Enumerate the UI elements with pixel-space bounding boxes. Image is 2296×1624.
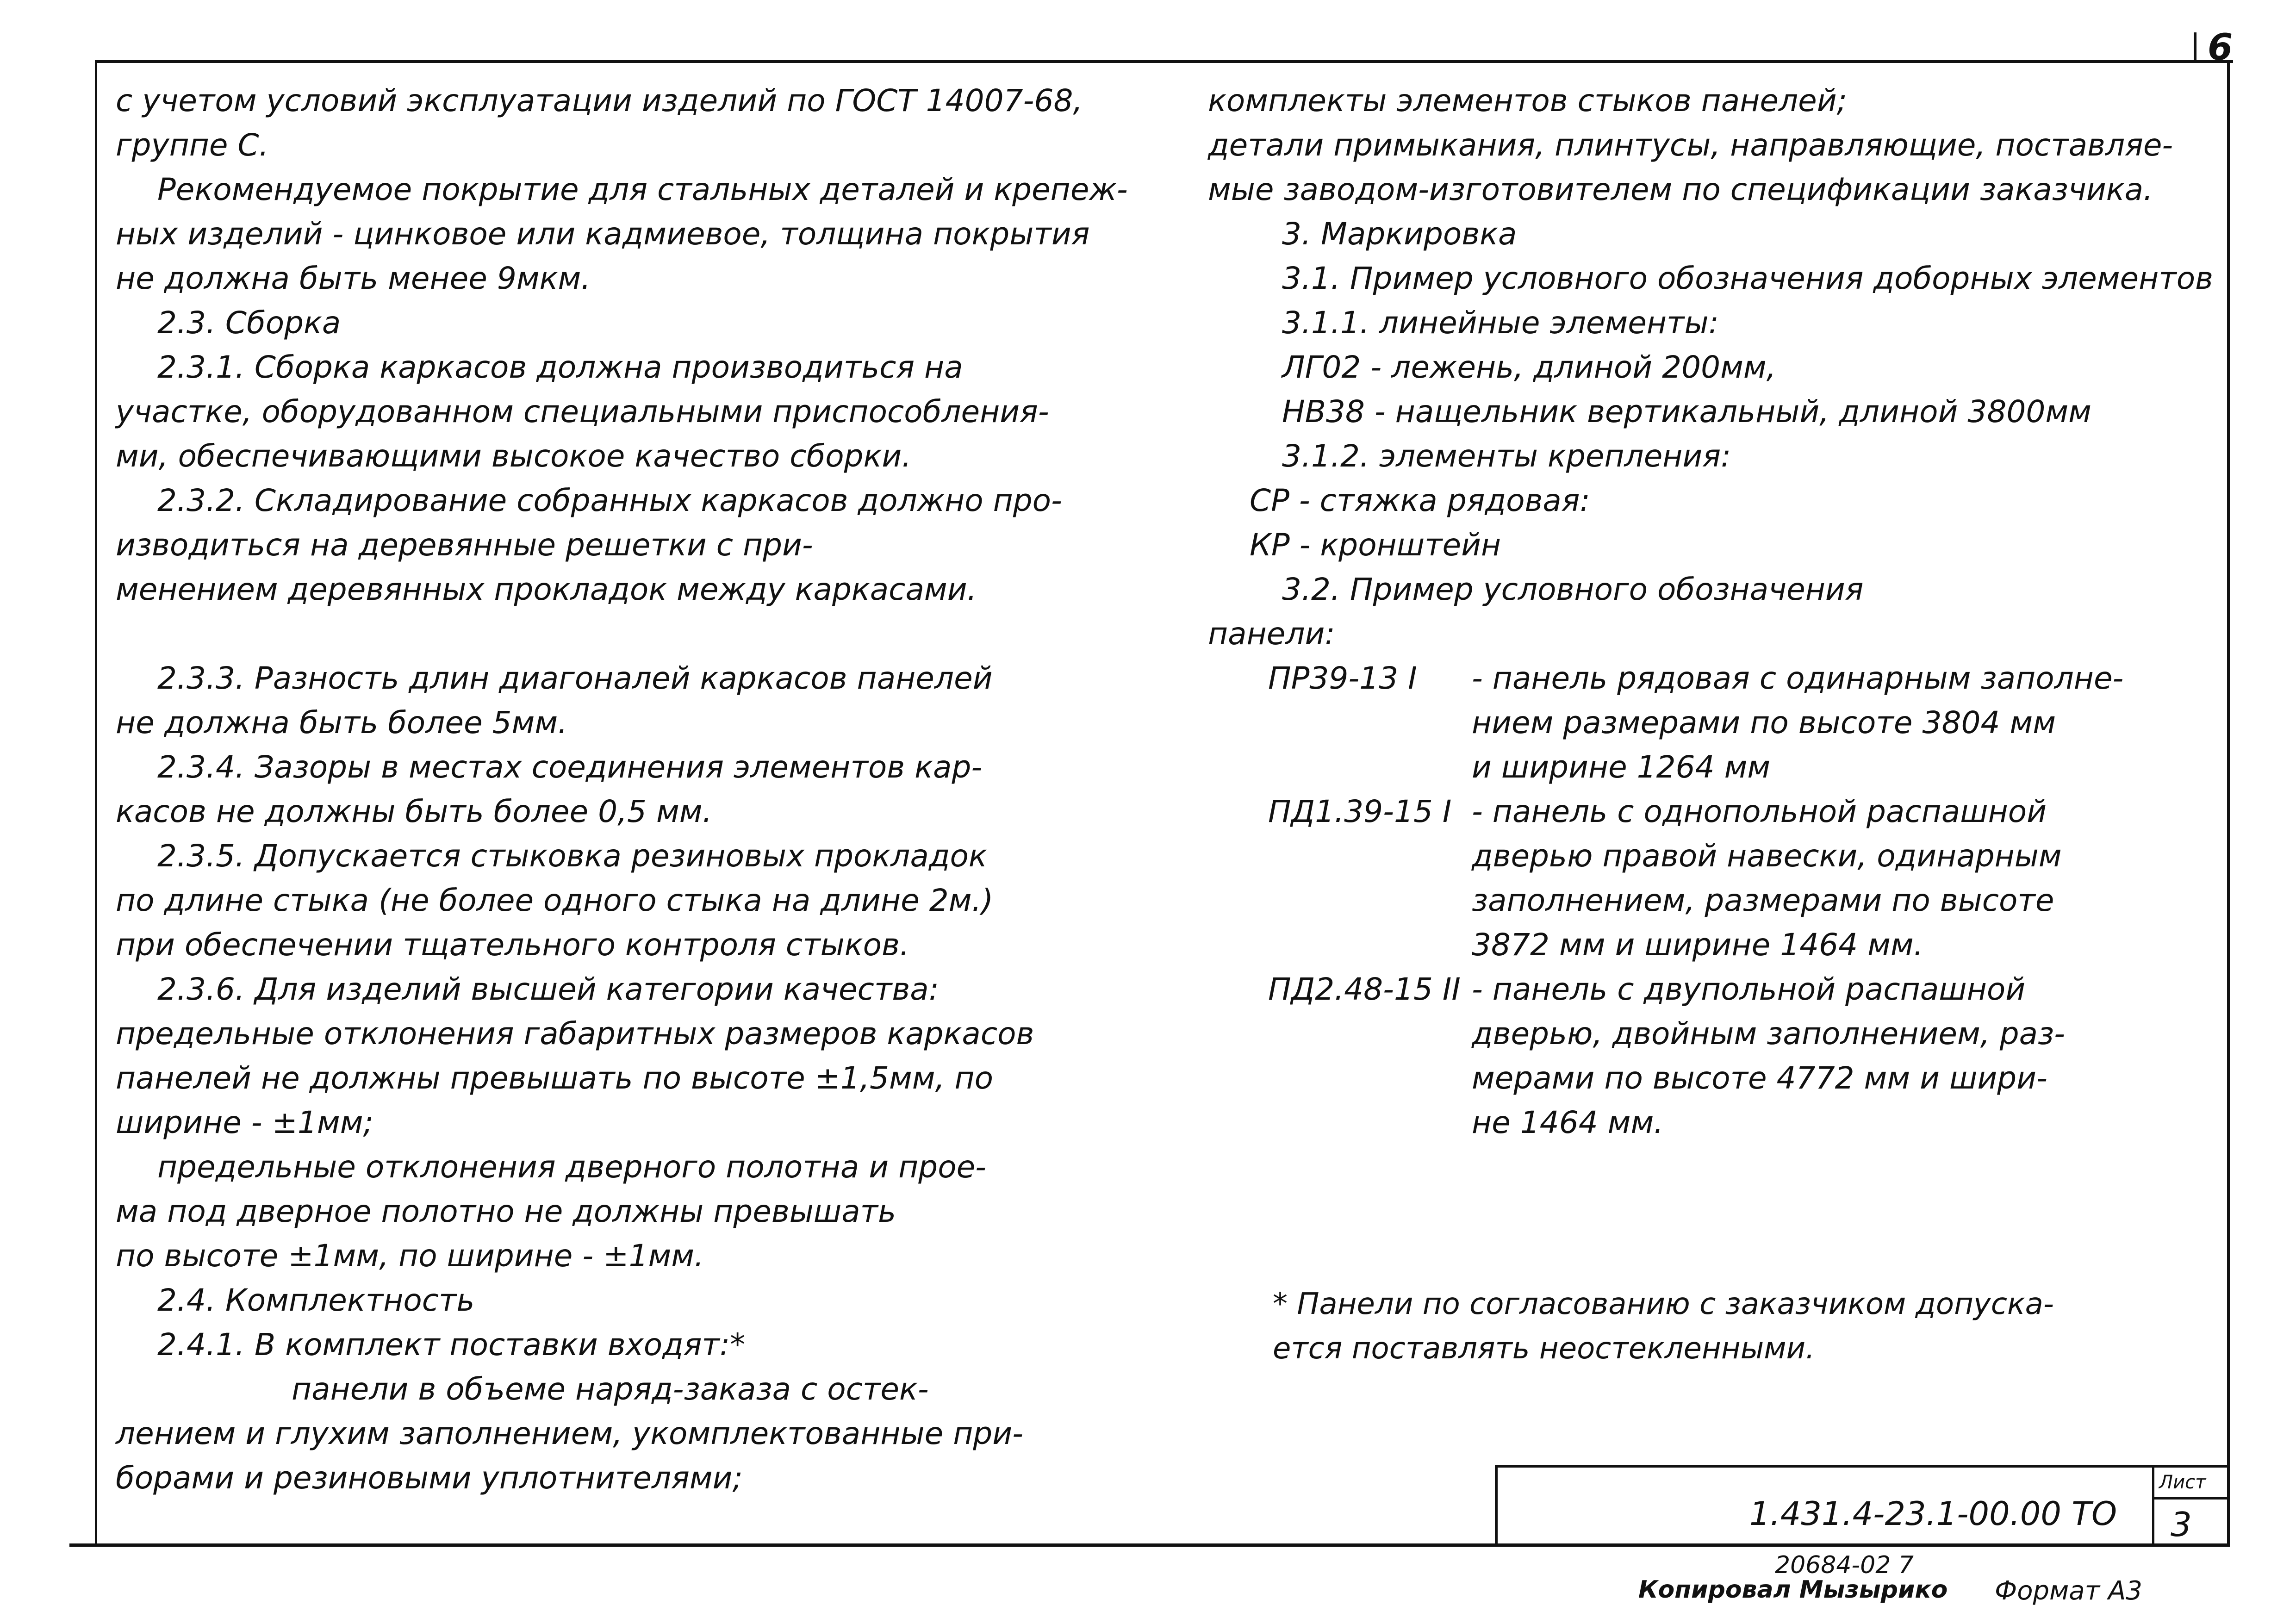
panel-item xyxy=(1208,656,2221,790)
text-line: 2.3.6. Для изделий высшей категории качества: xyxy=(157,971,939,1007)
text-line: 3.1.1. линейные элементы: xyxy=(1282,305,1719,341)
text-line: 2.3.4. Зазоры в местах соединения элементов кар- xyxy=(157,749,983,785)
footnote-line: * Панели по согласованию с заказчиком допуска- xyxy=(1273,1287,2054,1321)
text-line: НВ38 - нащельник вертикальный, длиной 3800мм xyxy=(1282,394,2091,429)
text-line: менением деревянных прокладок между каркасами. xyxy=(116,572,977,607)
text-line: по длине стыка (не более одного стыка на длине 2м.) xyxy=(116,883,994,918)
text-line: 2.3.5. Допускается стыковка резиновых прокладок xyxy=(157,838,987,874)
text-line: участке, оборудованном специальными приспособления- xyxy=(116,394,1049,429)
text-line: комплекты элементов стыков панелей; xyxy=(1208,83,1847,118)
copied-by: Копировал Мызырико xyxy=(1638,1576,1948,1604)
panel-description-line: дверью правой навески, одинарным xyxy=(1472,838,2062,874)
panel-description-line: 3872 мм и ширине 1464 мм. xyxy=(1472,927,1923,963)
panel-description-line: заполнением, размерами по высоте xyxy=(1472,883,2054,918)
sheet-number: 3 xyxy=(2171,1505,2192,1544)
text-line: группе С. xyxy=(116,127,269,163)
text-line: предельные отклонения габаритных размеров каркасов xyxy=(116,1016,1034,1052)
document-code: 1.431.4-23.1-00.00 ТО xyxy=(1749,1495,2117,1533)
text-line: 2.4.1. В комплект поставки входят:* xyxy=(157,1327,746,1363)
text-line: 2.3.3. Разность длин диагоналей каркасов панелей xyxy=(157,660,993,696)
footnote xyxy=(1273,1282,2198,1371)
panel-description-line: нием размерами по высоте 3804 мм xyxy=(1472,705,2056,740)
panel-description-line: - панель с двупольной распашной xyxy=(1472,971,2026,1007)
text-line: изводиться на деревянные решетки с при- xyxy=(116,527,813,563)
text-line: ма под дверное полотно не должны превышать xyxy=(116,1194,896,1229)
text-line: ЛГ02 - лежень, длиной 200мм, xyxy=(1282,349,1776,385)
text-line: не должна быть менее 9мкм. xyxy=(116,261,591,296)
text-line: при обеспечении тщательного контроля стыков. xyxy=(116,927,909,963)
section-heading: 2.4. Комплектность xyxy=(157,1282,475,1318)
text-line: 2.3.2. Складирование собранных каркасов должно про- xyxy=(157,483,1062,518)
text-line: КР - кронштейн xyxy=(1250,527,1501,563)
panel-description-line: - панель с однопольной распашной xyxy=(1472,794,2047,829)
text-line: ных изделий - цинковое или кадмиевое, толщина покрытия xyxy=(116,216,1090,252)
panel-code: ПД1.39-15 I xyxy=(1268,794,1452,829)
frame-top-line xyxy=(95,60,2233,63)
text-line: панелей не должны превышать по высоте ±1,5мм, по xyxy=(116,1060,994,1096)
section-heading: 3. Маркировка xyxy=(1282,216,1517,252)
panel-description-line: дверью, двойным заполнением, раз- xyxy=(1472,1016,2065,1052)
text-line: лением и глухим заполнением, укомплектованные при- xyxy=(116,1416,1023,1451)
text-line: ширине - ±1мм; xyxy=(116,1105,373,1140)
panel-item xyxy=(1208,790,2221,967)
sheet-label: Лист xyxy=(2159,1472,2206,1493)
text-line: 3.2. Пример условного обозначения xyxy=(1282,572,1864,607)
panel-code: ПР39-13 I xyxy=(1268,660,1417,696)
panel-description-line: не 1464 мм. xyxy=(1472,1105,1664,1140)
text-line: мые заводом-изготовителем по спецификации заказчика. xyxy=(1208,172,2153,207)
text-line: ми, обеспечивающими высокое качество сборки. xyxy=(116,438,912,474)
blank-line xyxy=(116,612,1199,656)
footnote-line: ется поставлять неостекленными. xyxy=(1273,1332,1815,1366)
archive-number: 20684-02 7 xyxy=(1775,1551,1914,1579)
panel-description-line: и ширине 1264 мм xyxy=(1472,749,1771,785)
text-line: борами и резиновыми уплотнителями; xyxy=(116,1460,743,1496)
panel-description-line: - панель рядовая с одинарным заполне- xyxy=(1472,660,2124,696)
frame-left-line xyxy=(95,60,97,1546)
panel-item xyxy=(1208,967,2221,1145)
text-line: СР - стяжка рядовая: xyxy=(1250,483,1590,518)
text-line: Рекомендуемое покрытие для стальных деталей и крепеж- xyxy=(157,172,1128,207)
right-text-column xyxy=(1208,79,2221,1145)
frame-right-line xyxy=(2227,60,2230,1546)
text-line: 3.1.2. элементы крепления: xyxy=(1282,438,1731,474)
paper-format: Формат А3 xyxy=(1995,1576,2142,1606)
text-line: по высоте ±1мм, по ширине - ±1мм. xyxy=(116,1238,704,1274)
text-line: не должна быть более 5мм. xyxy=(116,705,568,740)
sheet-cell-divider xyxy=(2154,1497,2230,1500)
corner-sheet-number: 6 xyxy=(2208,27,2233,68)
text-line: касов не должны быть более 0,5 мм. xyxy=(116,794,712,829)
text-line: с учетом условий эксплуатации изделий по ГОСТ 14007-68, xyxy=(116,83,1083,118)
text-line: детали примыкания, плинтусы, направляющие, поставляе- xyxy=(1208,127,2173,163)
left-text-column xyxy=(116,79,1199,1500)
text-line: 3.1. Пример условного обозначения доборных элементов xyxy=(1282,261,2214,296)
text-line: 2.3.1. Сборка каркасов должна производиться на xyxy=(157,349,963,385)
text-line: панели в объеме наряд-заказа с остек- xyxy=(292,1371,929,1407)
panel-description-line: мерами по высоте 4772 мм и шири- xyxy=(1472,1060,2047,1096)
section-heading: 2.3. Сборка xyxy=(157,305,341,341)
corner-tick xyxy=(2194,32,2196,62)
text-line: панели: xyxy=(1208,616,1335,652)
panel-code: ПД2.48-15 II xyxy=(1268,971,1461,1007)
text-line: предельные отклонения дверного полотна и прое- xyxy=(157,1149,986,1185)
